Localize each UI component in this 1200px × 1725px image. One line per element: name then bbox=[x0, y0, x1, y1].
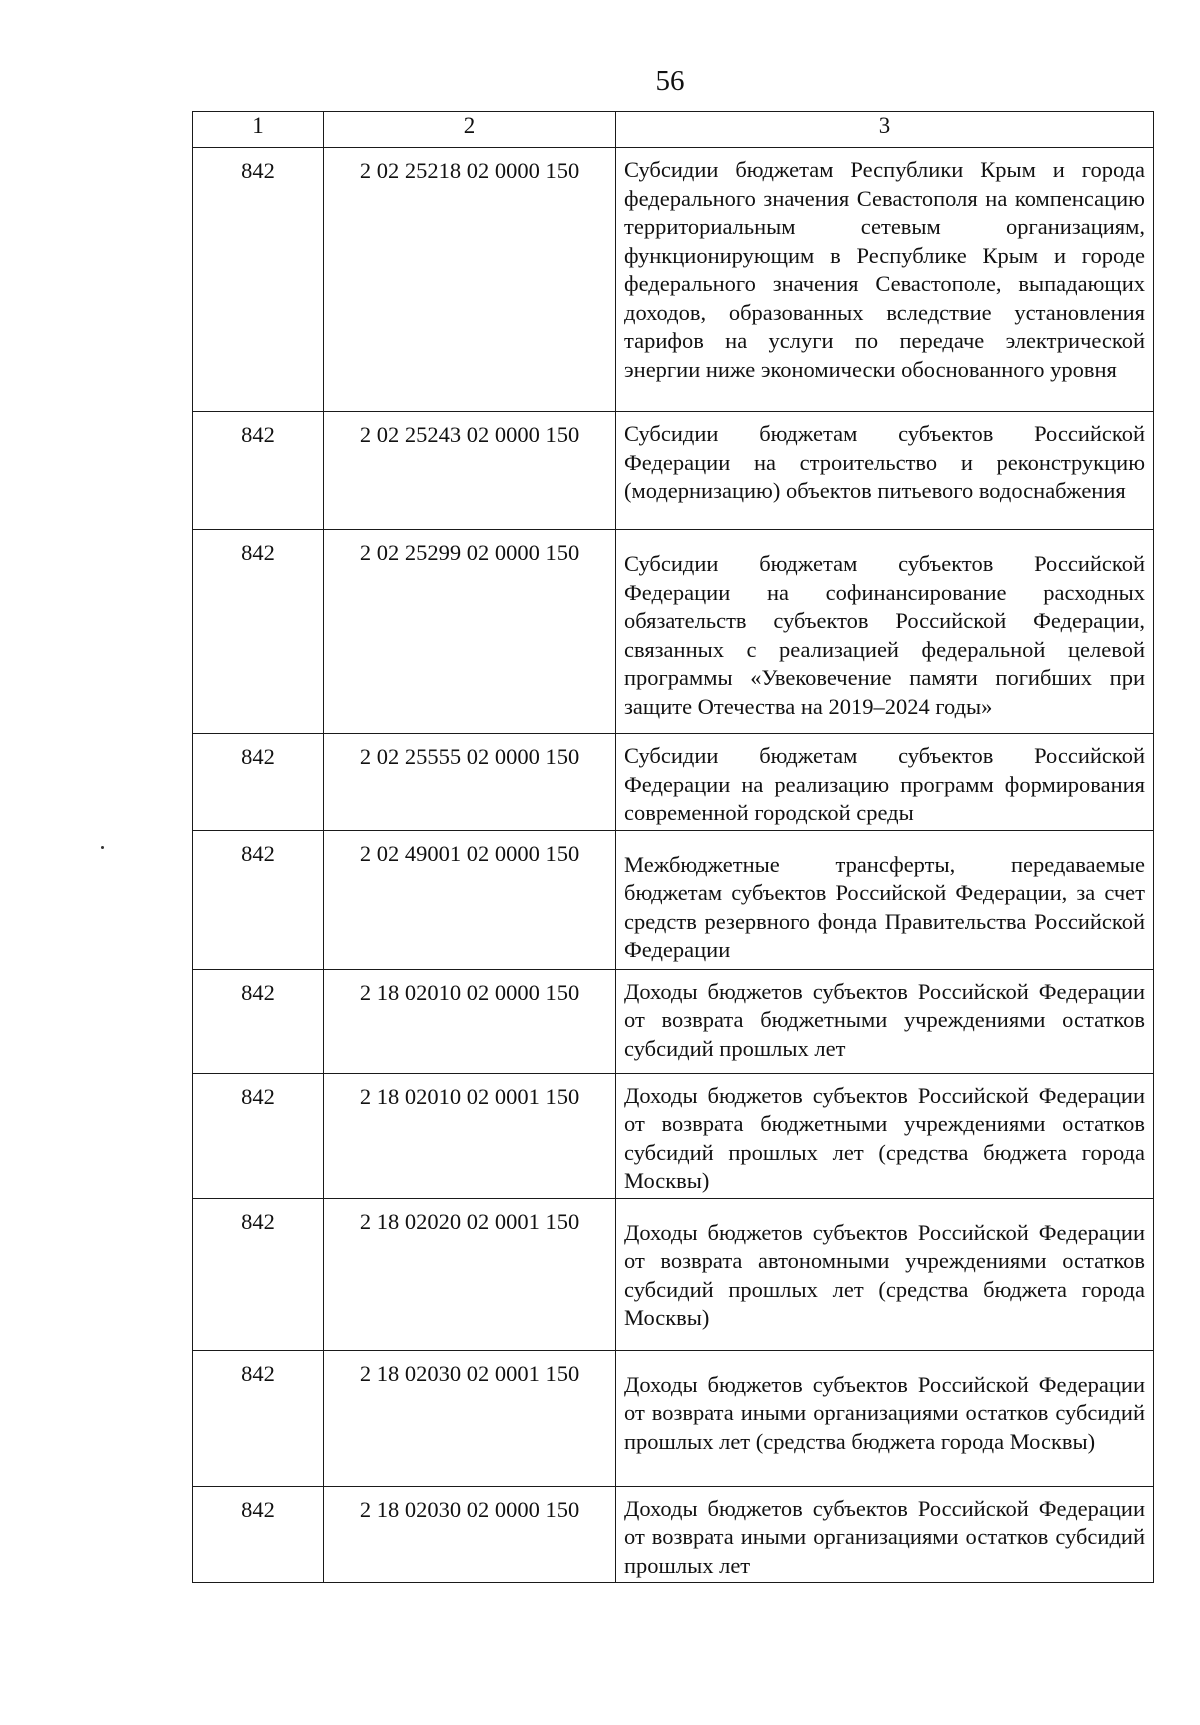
description-cell: Доходы бюджетов субъектов Российской Федерации от возврата иными организациями остатков субсидий прошлых лет bbox=[616, 1486, 1154, 1583]
table-row bbox=[193, 148, 1154, 412]
table-header-row bbox=[193, 112, 1154, 148]
admin-code-cell: 842 bbox=[193, 1198, 324, 1350]
description-cell: Субсидии бюджетам Республики Крым и города федерального значения Севастополя на компенсацию территориальным сетевым организациям, функционирующим в Республике Крым и городе федерального значения Севастополе, выпадающих доходов, образованных вследствие установления тарифов на услуги по передаче электрической энергии ниже экономически обоснованного уровня bbox=[616, 148, 1154, 412]
header-col-3: 3 bbox=[616, 112, 1154, 148]
admin-code-cell: 842 bbox=[193, 969, 324, 1073]
header-col-1: 1 bbox=[193, 112, 324, 148]
description-cell: Доходы бюджетов субъектов Российской Федерации от возврата бюджетными учреждениями остатков субсидий прошлых лет (средства бюджета города Москвы) bbox=[616, 1073, 1154, 1198]
admin-code-cell: 842 bbox=[193, 530, 324, 734]
admin-code-cell: 842 bbox=[193, 148, 324, 412]
kbk-code-cell: 2 02 25555 02 0000 150 bbox=[324, 734, 616, 831]
table-row bbox=[193, 530, 1154, 734]
admin-code-cell: 842 bbox=[193, 734, 324, 831]
table-row bbox=[193, 1486, 1154, 1583]
table-row bbox=[193, 734, 1154, 831]
description-cell: Субсидии бюджетам субъектов Российской Федерации на реализацию программ формирования современной городской среды bbox=[616, 734, 1154, 831]
kbk-code-cell: 2 02 25299 02 0000 150 bbox=[324, 530, 616, 734]
revenue-codes-table bbox=[192, 111, 1154, 1583]
table-row bbox=[193, 1350, 1154, 1486]
kbk-code-cell: 2 18 02010 02 0000 150 bbox=[324, 969, 616, 1073]
table-row bbox=[193, 1198, 1154, 1350]
kbk-code-cell: 2 02 49001 02 0000 150 bbox=[324, 830, 616, 969]
table-row bbox=[193, 412, 1154, 530]
header-col-2: 2 bbox=[324, 112, 616, 148]
kbk-code-cell: 2 02 25218 02 0000 150 bbox=[324, 148, 616, 412]
table-row bbox=[193, 969, 1154, 1073]
description-cell: Субсидии бюджетам субъектов Российской Федерации на строительство и реконструкцию (модернизацию) объектов питьевого водоснабжения bbox=[616, 412, 1154, 530]
description-cell: Доходы бюджетов субъектов Российской Федерации от возврата иными организациями остатков субсидий прошлых лет (средства бюджета города Москвы) bbox=[616, 1350, 1154, 1486]
scan-artifact-dot bbox=[101, 846, 104, 849]
kbk-code-cell: 2 02 25243 02 0000 150 bbox=[324, 412, 616, 530]
kbk-code-cell: 2 18 02030 02 0001 150 bbox=[324, 1350, 616, 1486]
description-cell: Доходы бюджетов субъектов Российской Федерации от возврата бюджетными учреждениями остатков субсидий прошлых лет bbox=[616, 969, 1154, 1073]
admin-code-cell: 842 bbox=[193, 1073, 324, 1198]
kbk-code-cell: 2 18 02020 02 0001 150 bbox=[324, 1198, 616, 1350]
kbk-code-cell: 2 18 02010 02 0001 150 bbox=[324, 1073, 616, 1198]
admin-code-cell: 842 bbox=[193, 830, 324, 969]
table-row bbox=[193, 1073, 1154, 1198]
admin-code-cell: 842 bbox=[193, 412, 324, 530]
page-number: 56 bbox=[655, 65, 685, 97]
admin-code-cell: 842 bbox=[193, 1350, 324, 1486]
description-cell: Доходы бюджетов субъектов Российской Федерации от возврата автономными учреждениями остатков субсидий прошлых лет (средства бюджета города Москвы) bbox=[616, 1198, 1154, 1350]
admin-code-cell: 842 bbox=[193, 1486, 324, 1583]
description-cell: Субсидии бюджетам субъектов Российской Федерации на софинансирование расходных обязательств субъектов Российской Федерации, связанных с реализацией федеральной целевой программы «Увековечение памяти погибших при защите Отечества на 2019–2024 годы» bbox=[616, 530, 1154, 734]
table-row bbox=[193, 830, 1154, 969]
kbk-code-cell: 2 18 02030 02 0000 150 bbox=[324, 1486, 616, 1583]
description-cell: Межбюджетные трансферты, передаваемые бюджетам субъектов Российской Федерации, за счет средств резервного фонда Правительства Российской Федерации bbox=[616, 830, 1154, 969]
